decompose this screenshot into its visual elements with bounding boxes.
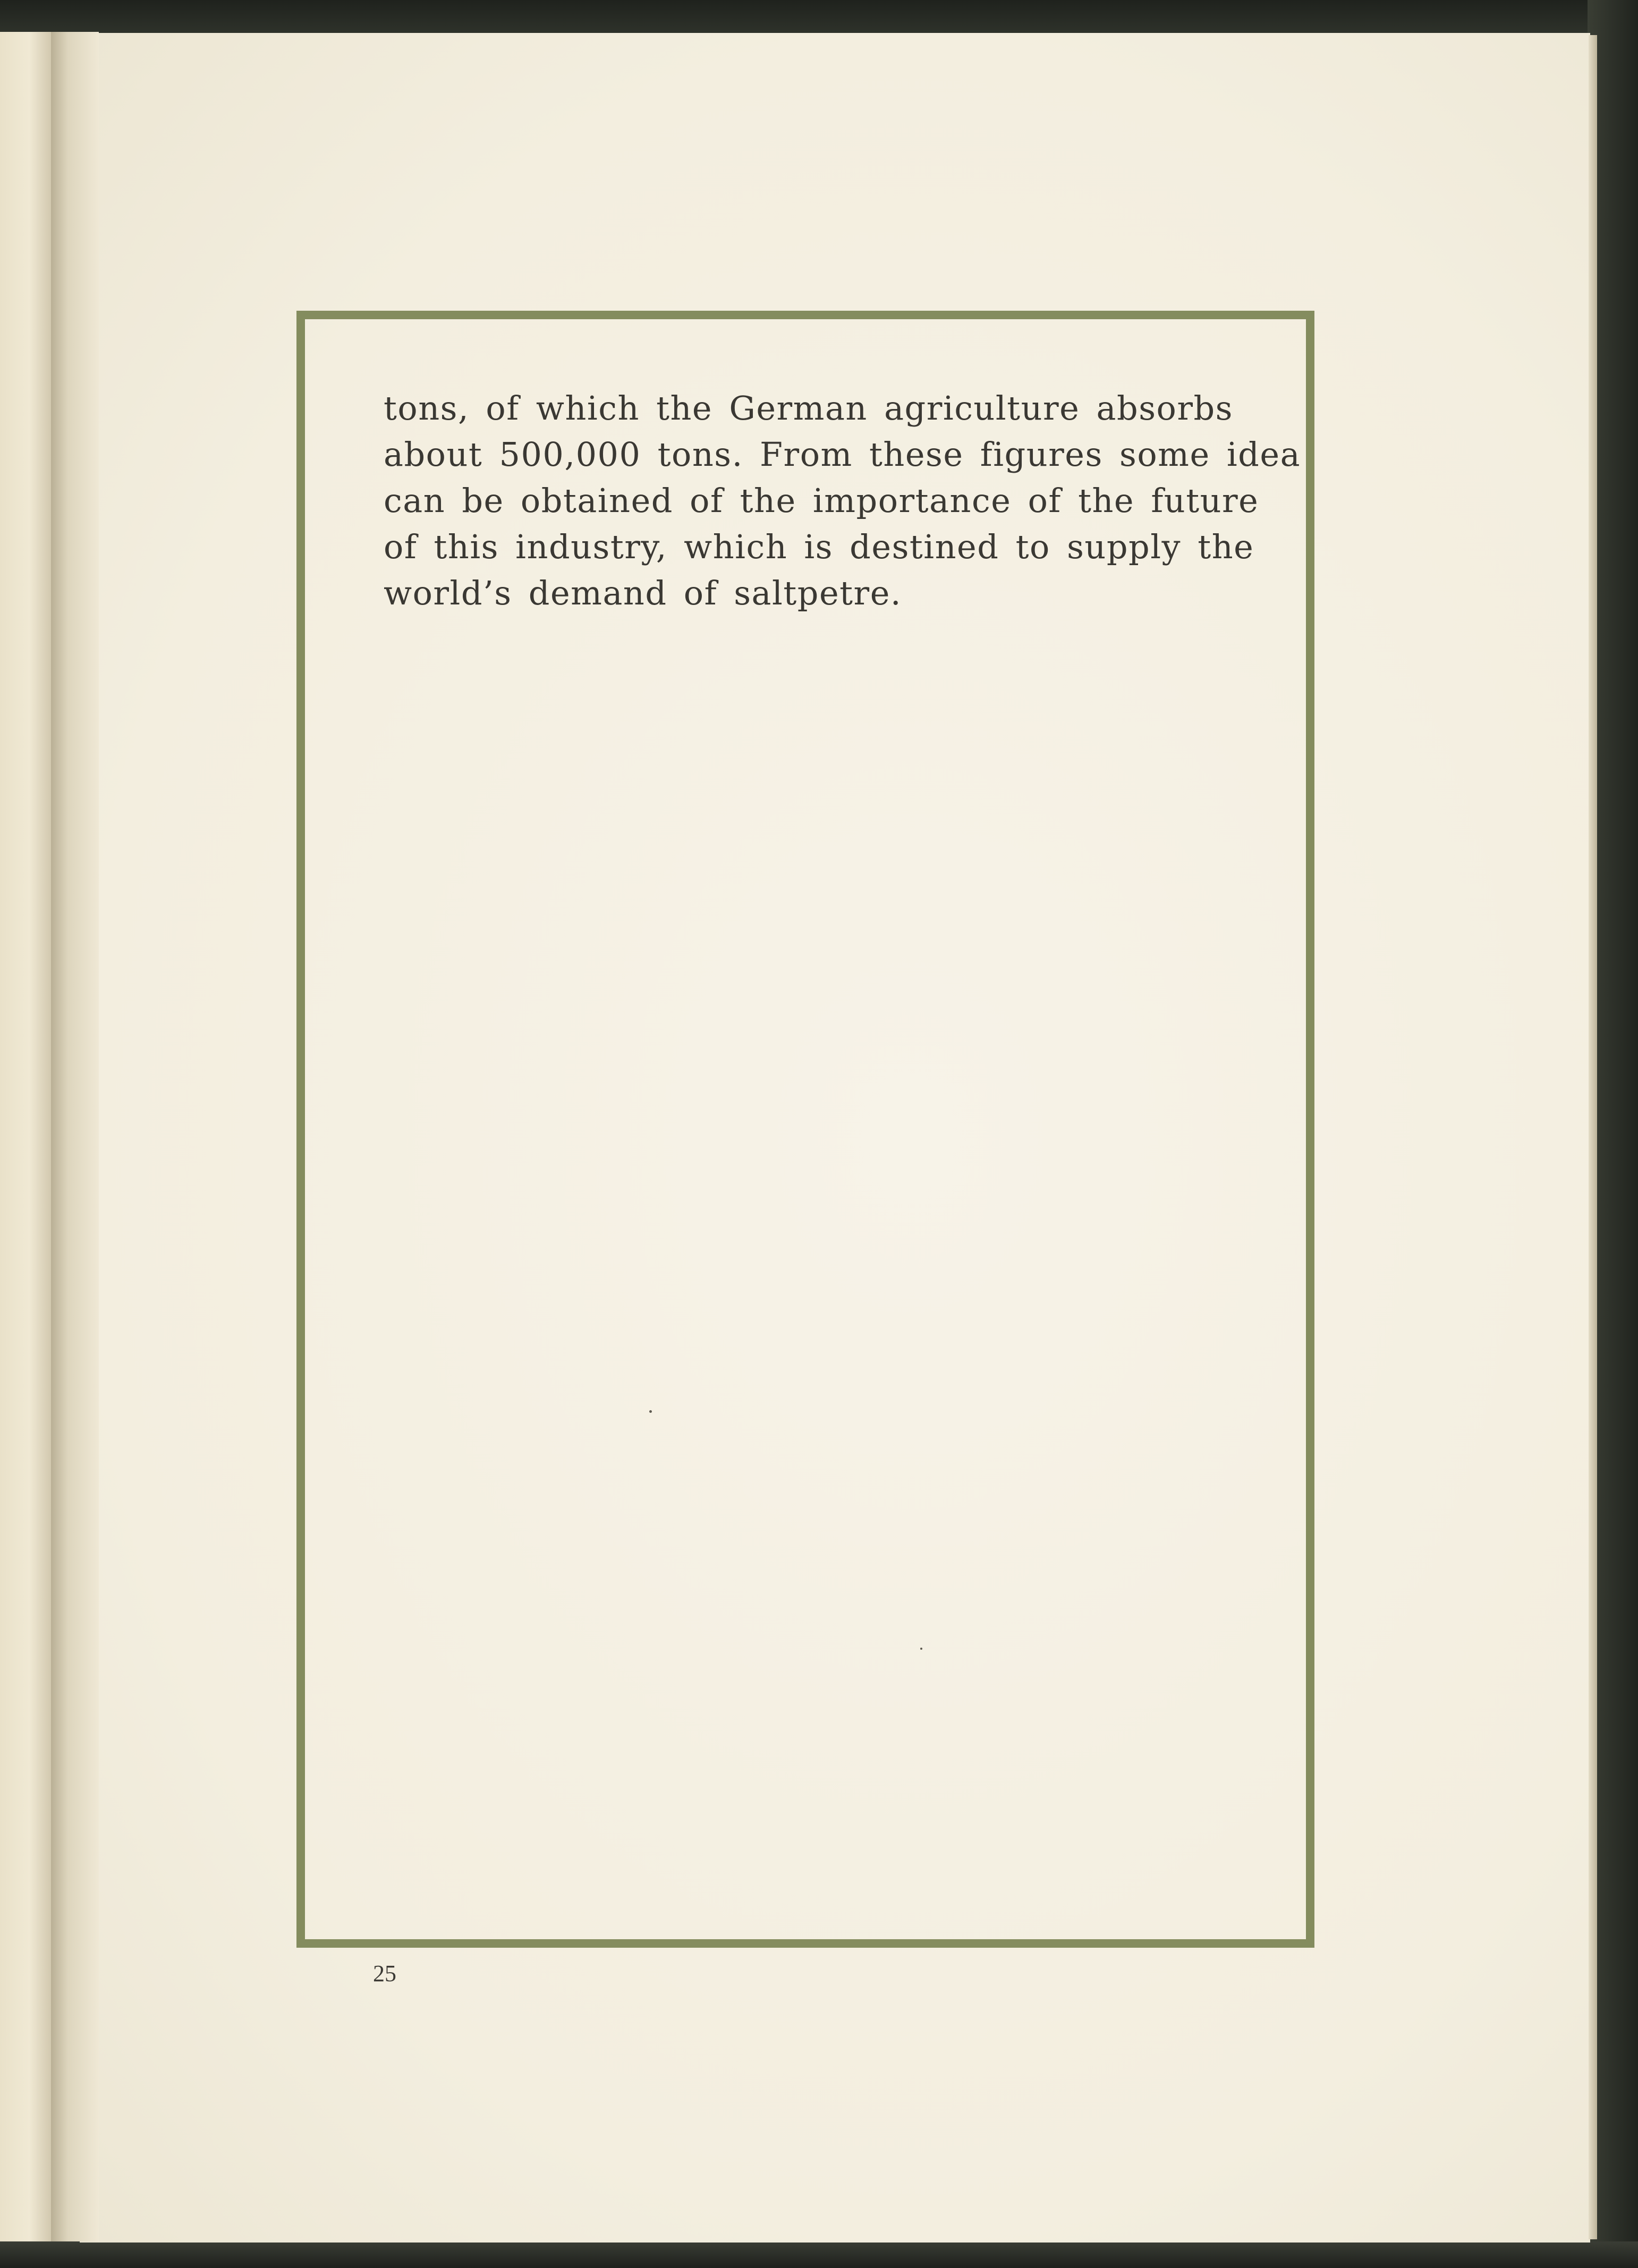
paper-speck <box>649 1410 652 1413</box>
text-line: world’s demand of saltpetre. <box>384 574 902 612</box>
text-line: of this industry, which is destined to supply the <box>384 527 1254 566</box>
page-gutter <box>51 32 99 2241</box>
text-line: about 500,000 tons. From these figures some idea <box>384 435 1301 474</box>
paper-speck <box>920 1648 922 1650</box>
page-fore-edge <box>1589 35 1597 2239</box>
facing-page-edge <box>0 32 53 2241</box>
text-line: can be obtained of the importance of the future <box>384 481 1259 520</box>
book-cover-top <box>0 0 1638 37</box>
body-paragraph <box>384 385 1301 616</box>
text-line: tons, of which the German agriculture absorbs <box>384 389 1234 428</box>
page-number: 25 <box>373 1960 396 1986</box>
book-cover-bottom <box>0 2241 1638 2268</box>
